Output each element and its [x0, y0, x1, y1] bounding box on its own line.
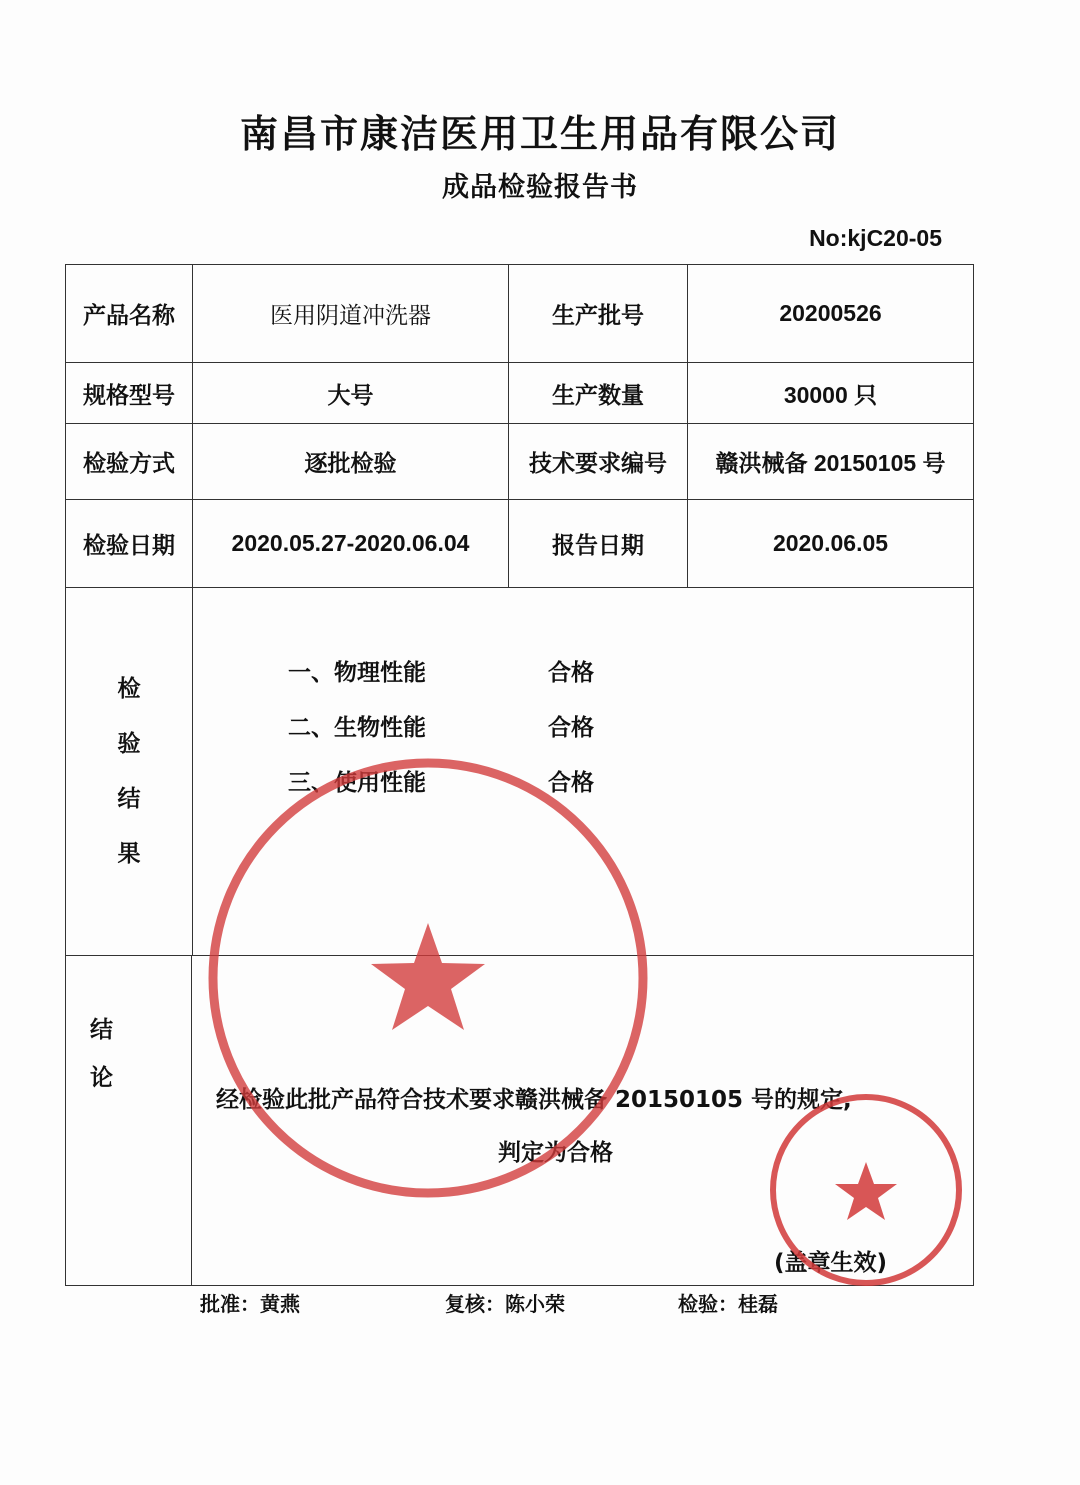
seal-note: (盖章生效)	[774, 1250, 888, 1276]
result-item	[288, 654, 594, 687]
result-value: 合格	[548, 660, 594, 686]
batch-label: 生产批号	[509, 265, 688, 363]
result-name: 二、生物性能	[288, 715, 426, 741]
report-subtitle: 成品检验报告书	[442, 172, 638, 203]
product-name-label: 产品名称	[66, 265, 193, 363]
tech-code-value: 赣洪械备 20150105 号	[688, 424, 974, 500]
inspection-table	[65, 264, 974, 1286]
report-date-value: 2020.06.05	[688, 500, 974, 588]
method-value: 逐批检验	[193, 424, 509, 500]
conclusion-label-char: 结	[90, 1017, 113, 1043]
results-label	[66, 588, 193, 956]
result-name: 一、物理性能	[288, 660, 426, 686]
conclusion-cell	[66, 956, 974, 1286]
results-label-char: 果	[117, 840, 141, 867]
results-label-char: 结	[117, 785, 141, 812]
results-content	[193, 588, 974, 956]
product-name-value: 医用阴道冲洗器	[193, 265, 509, 363]
quantity-label: 生产数量	[509, 363, 688, 424]
report-number: No:kjC20-05	[809, 225, 942, 251]
conclusion-verdict: 判定为合格	[498, 1140, 613, 1166]
conclusion-text: 经检验此批产品符合技术要求赣洪械备 20150105 号的规定,	[216, 1087, 852, 1113]
result-value: 合格	[548, 770, 594, 796]
conclusion-label-char: 论	[90, 1065, 113, 1091]
tech-code-label: 技术要求编号	[509, 424, 688, 500]
result-item	[288, 764, 594, 797]
report-date-label: 报告日期	[509, 500, 688, 588]
quantity-value: 30000 只	[688, 363, 974, 424]
result-item	[288, 709, 594, 742]
spec-label: 规格型号	[66, 363, 193, 424]
company-title: 南昌市康洁医用卫生用品有限公司	[239, 112, 840, 156]
approver: 批准：黄燕	[200, 1292, 300, 1316]
inspect-date-label: 检验日期	[66, 500, 193, 588]
results-label-char: 检	[117, 675, 141, 702]
result-name: 三、使用性能	[288, 770, 426, 796]
spec-value: 大号	[193, 363, 509, 424]
result-value: 合格	[548, 715, 594, 741]
inspector: 检验：桂磊	[678, 1292, 778, 1316]
reviewer: 复核：陈小荣	[445, 1292, 565, 1316]
method-label: 检验方式	[66, 424, 193, 500]
conclusion-divider	[191, 956, 192, 1285]
results-label-char: 验	[117, 730, 141, 757]
inspect-date-value: 2020.05.27-2020.06.04	[193, 500, 509, 588]
conclusion-label	[90, 1006, 113, 1102]
batch-value: 20200526	[688, 265, 974, 363]
